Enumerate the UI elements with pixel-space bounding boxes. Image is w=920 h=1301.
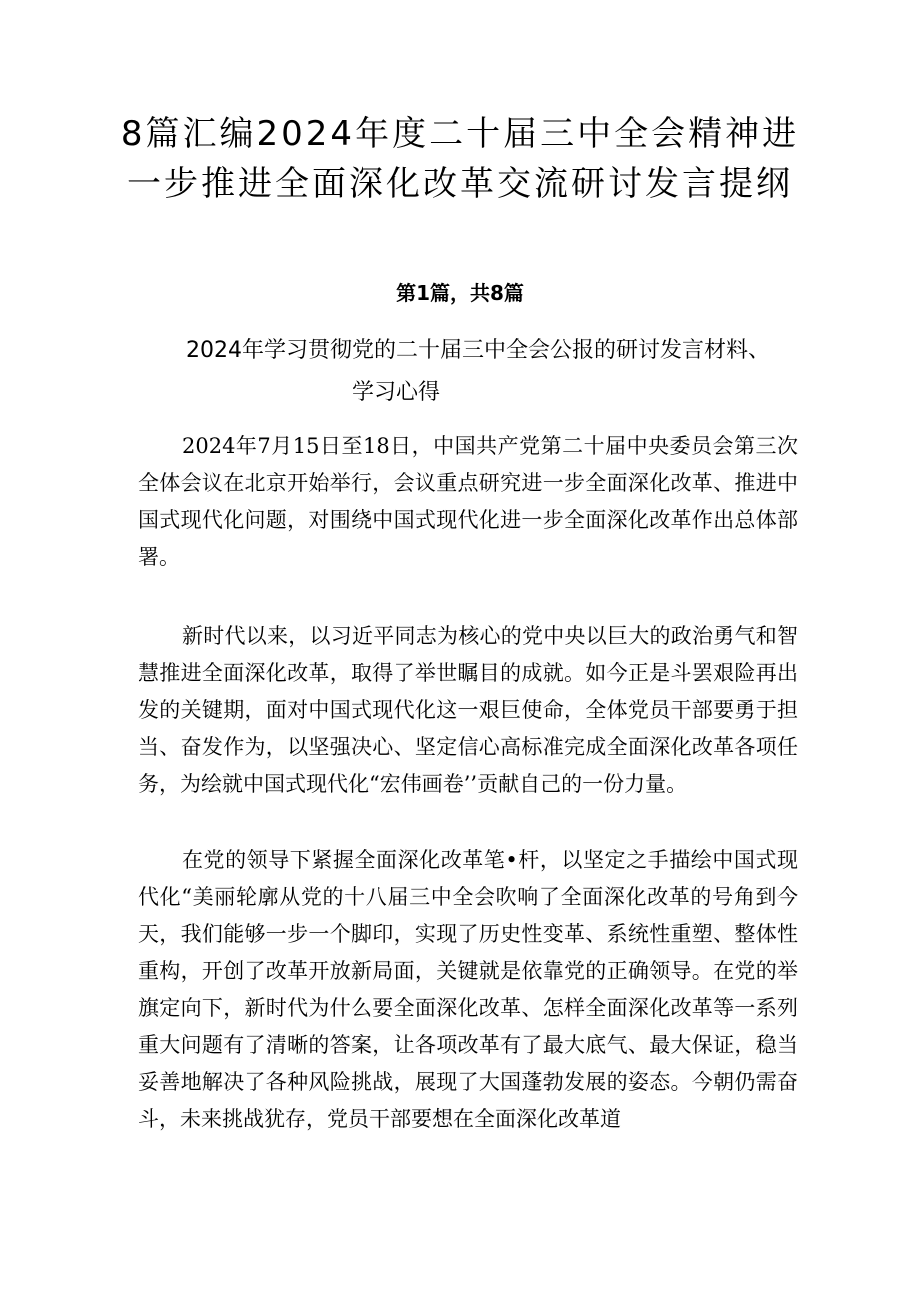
paragraph-2: 新时代以来，以习近平同志为核心的党中央以巨大的政治勇气和智慧推进全面深化改革，取得了举世瞩目的成就。如今正是斗罢艰险再出发的关键期，面对中国式现代化这一艰巨使命，全体党员干部要勇于担当、奋发作为，以坚强决心、坚定信心高标准完成全面深化改革各项任务，为绘就中国式现代化“宏伟画卷’’贡献自己的一份力量。	[138, 624, 798, 796]
subtitle-line-2: 学习心得	[352, 380, 441, 405]
part-label: 第1篇，共8篇	[396, 281, 524, 305]
subtitle-line-1: 2024年学习贯彻党的二十届三中全会公报的研讨发言材料、	[186, 338, 770, 363]
paragraph-1: 2024年7月15日至18日，中国共产党第二十届中央委员会第三次全体会议在北京开始举行，会议重点研究进一步全面深化改革、推进中国式现代化问题，对围绕中国式现代化进一步全面深化改革作出总体部署。	[138, 434, 798, 569]
document-title-line-1: 8篇汇编2024年度二十届三中全会精神进	[120, 114, 800, 154]
document-title-line-2: 一步推进全面深化改革交流研讨发言提纲	[127, 164, 793, 204]
paragraph-3: 在党的领导下紧握全面深化改革笔•杆，以坚定之手描绘中国式现代化“美丽轮廓从党的十八届三中全会吹响了全面深化改革的号角到今天，我们能够一步一个脚印，实现了历史性变革、系统性重塑、整体性重构，开创了改革开放新局面，关键就是依靠党的正确领导。在党的举旗定向下，新时代为什么要全面深化改革、怎样全面深化改革等一系列重大问题有了清晰的答案，让各项改革有了最大底气、最大保证，稳当妥善地解决了各种风险挑战，展现了大国蓬勃发展的姿态。今朝仍需奋斗，未来挑战犹存，党员干部要想在全面深化改革道	[138, 848, 798, 1131]
